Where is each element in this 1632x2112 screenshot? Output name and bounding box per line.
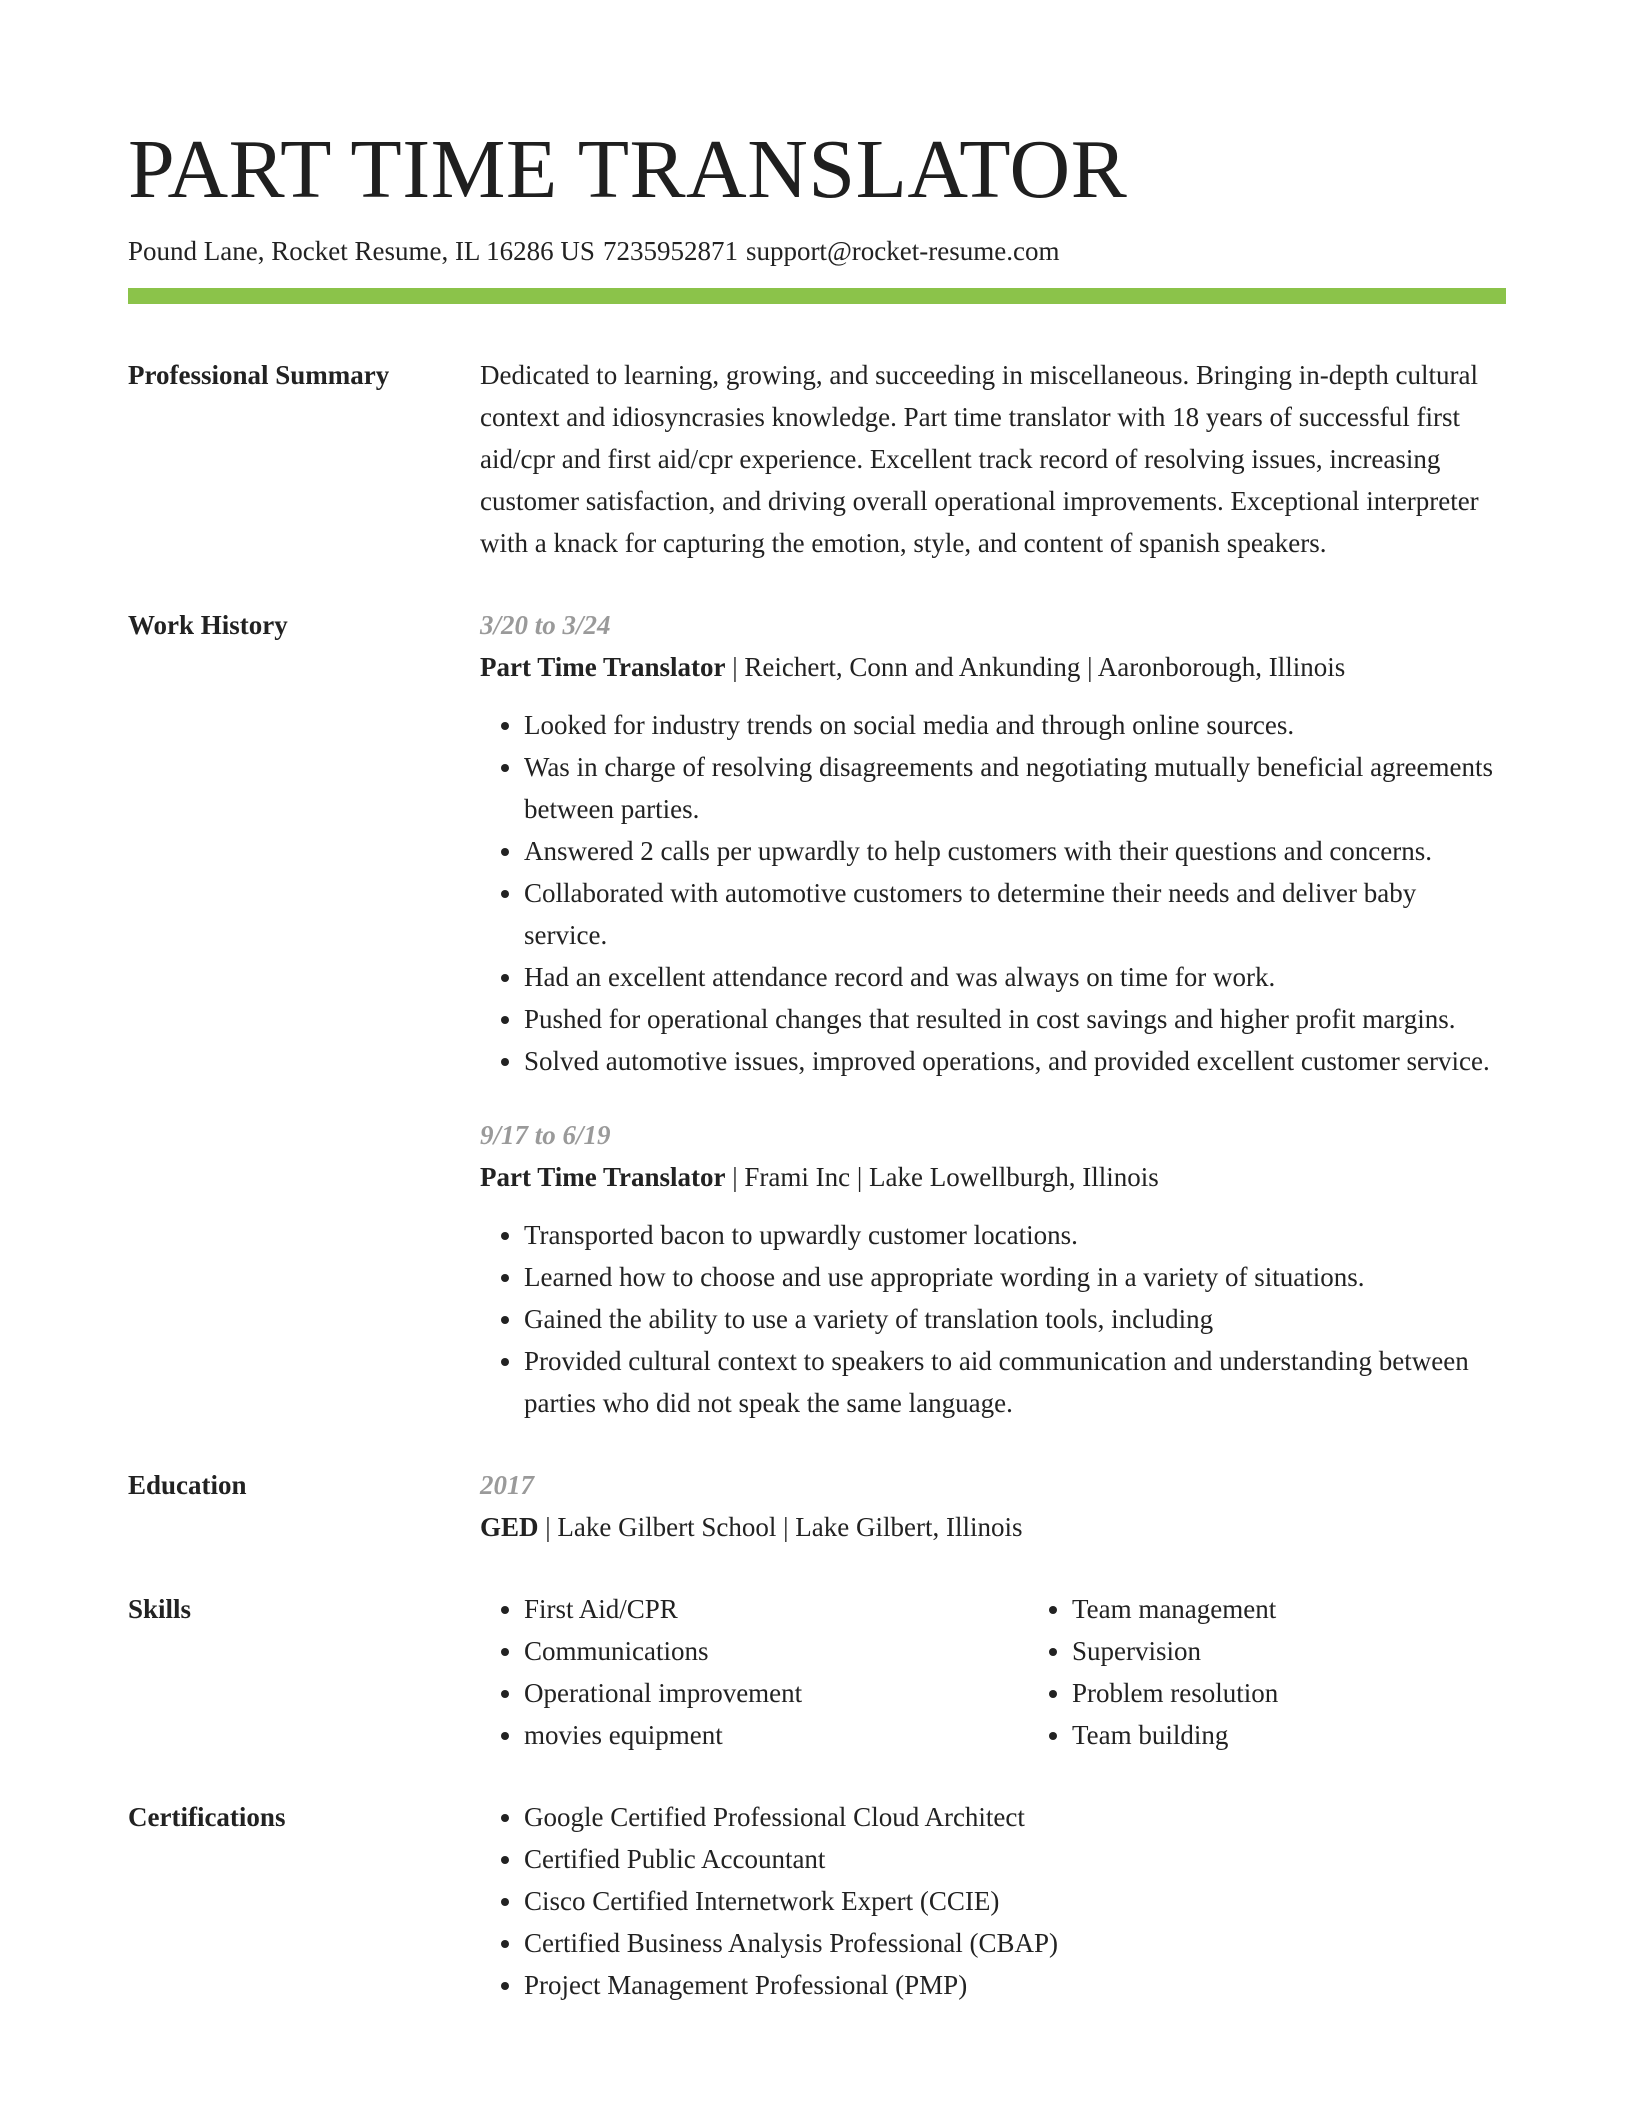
skills-section bbox=[128, 1588, 1506, 1756]
certifications-section bbox=[128, 1796, 1506, 2006]
job-dates: 3/20 to 3/24 bbox=[480, 610, 611, 640]
education-year: 2017 bbox=[480, 1470, 534, 1500]
job-entry bbox=[480, 1114, 1506, 1424]
education-content bbox=[480, 1464, 1506, 1548]
job-bullet: • Looked for industry trends on social media and through online sources. bbox=[524, 704, 1506, 746]
job-details: | Frami Inc | Lake Lowellburgh, Illinois bbox=[725, 1162, 1159, 1192]
job-bullet: • Answered 2 calls per upwardly to help customers with their questions and concerns. bbox=[524, 830, 1506, 872]
job-dates: 9/17 to 6/19 bbox=[480, 1120, 611, 1150]
certification-item: • Cisco Certified Internetwork Expert (CCIE) bbox=[524, 1880, 1506, 1922]
education-degree: GED bbox=[480, 1512, 539, 1542]
resume-page bbox=[128, 0, 1506, 2006]
summary-section bbox=[128, 354, 1506, 564]
contact-email: support@rocket-resume.com bbox=[745, 236, 1060, 266]
job-bullet: • Had an excellent attendance record and was always on time for work. bbox=[524, 956, 1506, 998]
job-entry bbox=[480, 604, 1506, 1082]
job-bullets bbox=[480, 1214, 1506, 1424]
skills-content bbox=[480, 1588, 1532, 1756]
education-line bbox=[480, 1506, 1506, 1548]
job-bullet: • Collaborated with automotive customers to determine their needs and deliver baby service. bbox=[524, 872, 1506, 956]
section-label-skills: Skills bbox=[128, 1594, 192, 1624]
contact-line bbox=[128, 234, 1506, 268]
skills-list-left bbox=[480, 1588, 984, 1756]
certification-item: • Google Certified Professional Cloud Architect bbox=[524, 1796, 1506, 1838]
job-title-line bbox=[480, 1156, 1506, 1198]
section-label-certifications: Certifications bbox=[128, 1802, 286, 1832]
section-label-work-history: Work History bbox=[128, 610, 288, 640]
work-history-section bbox=[128, 604, 1506, 1424]
job-bullet: • Learned how to choose and use appropriate wording in a variety of situations. bbox=[524, 1256, 1506, 1298]
summary-text: Dedicated to learning, growing, and succeeding in miscellaneous. Bringing in-depth cultural context and idiosyncrasies knowledge. Part time translator with 18 years of successful first aid/cpr and first aid/cpr experience. Excellent track record of resolving issues, increasing customer satisfaction, and driving overall operational improvements. Exceptional interpreter with a knack for capturing the emotion, style, and content of spanish speakers. bbox=[480, 360, 1479, 558]
job-bullets bbox=[480, 704, 1506, 1082]
work-history-content bbox=[480, 604, 1506, 1424]
job-bullet: • Gained the ability to use a variety of translation tools, including bbox=[524, 1298, 1506, 1340]
skill-item: • Problem resolution bbox=[1072, 1672, 1532, 1714]
job-bullet: • Was in charge of resolving disagreements and negotiating mutually beneficial agreements between parties. bbox=[524, 746, 1506, 830]
job-bullet: • Transported bacon to upwardly customer locations. bbox=[524, 1214, 1506, 1256]
skills-list-right bbox=[1028, 1588, 1532, 1756]
section-label-summary: Professional Summary bbox=[128, 360, 390, 390]
job-details: | Reichert, Conn and Ankunding | Aaronborough, Illinois bbox=[725, 652, 1346, 682]
skill-item: • Supervision bbox=[1072, 1630, 1532, 1672]
certifications-content bbox=[480, 1796, 1506, 2006]
certifications-list bbox=[480, 1796, 1506, 2006]
job-title-line bbox=[480, 646, 1506, 688]
section-label-education: Education bbox=[128, 1470, 247, 1500]
job-bullet: • Solved automotive issues, improved operations, and provided excellent customer service. bbox=[524, 1040, 1506, 1082]
certification-item: • Certified Business Analysis Professional (CBAP) bbox=[524, 1922, 1506, 1964]
contact-address: Pound Lane, Rocket Resume, IL 16286 US bbox=[128, 236, 595, 266]
contact-phone: 7235952871 bbox=[602, 236, 738, 266]
education-section bbox=[128, 1464, 1506, 1548]
job-title: Part Time Translator bbox=[480, 1162, 726, 1192]
resume-title: PART TIME TRANSLATOR bbox=[128, 123, 1128, 216]
certification-item: • Certified Public Accountant bbox=[524, 1838, 1506, 1880]
skill-item: • Team management bbox=[1072, 1588, 1532, 1630]
job-title: Part Time Translator bbox=[480, 652, 726, 682]
skill-item: • First Aid/CPR bbox=[524, 1588, 984, 1630]
skill-item: • Team building bbox=[1072, 1714, 1532, 1756]
education-details: | Lake Gilbert School | Lake Gilbert, Illinois bbox=[538, 1512, 1023, 1542]
certification-item: • Project Management Professional (PMP) bbox=[524, 1964, 1506, 2006]
skill-item: • movies equipment bbox=[524, 1714, 984, 1756]
skill-item: • Communications bbox=[524, 1630, 984, 1672]
skill-item: • Operational improvement bbox=[524, 1672, 984, 1714]
summary-content bbox=[480, 354, 1506, 564]
header-divider bbox=[128, 288, 1506, 304]
job-bullet: • Pushed for operational changes that resulted in cost savings and higher profit margins. bbox=[524, 998, 1506, 1040]
job-bullet: • Provided cultural context to speakers to aid communication and understanding between parties who did not speak the same language. bbox=[524, 1340, 1506, 1424]
